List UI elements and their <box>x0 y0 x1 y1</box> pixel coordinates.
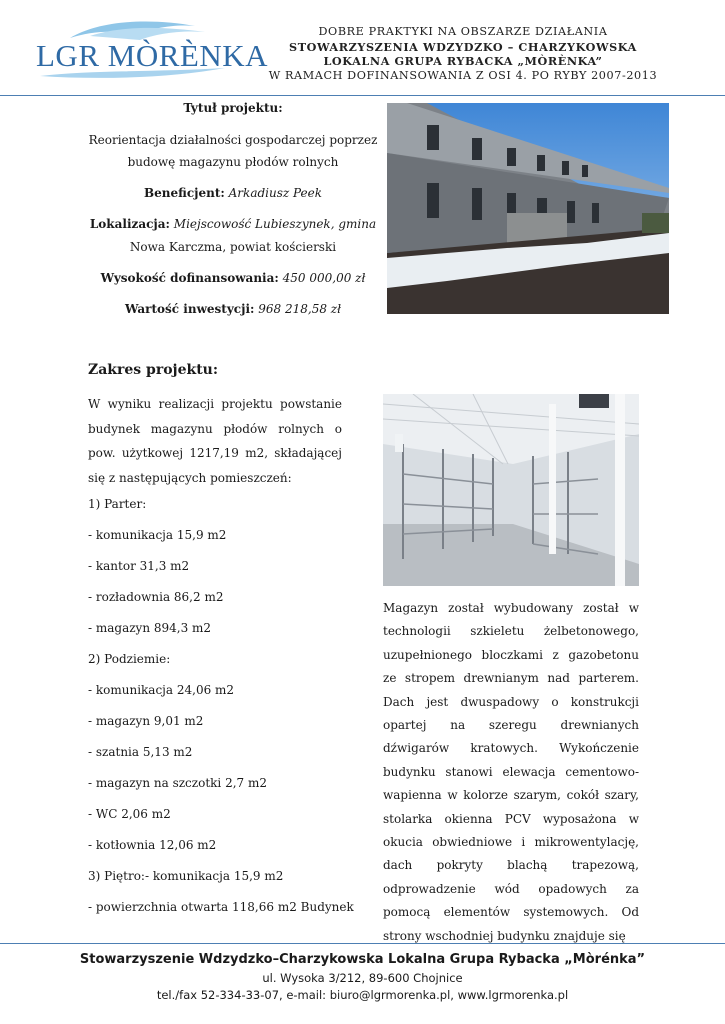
footer-contact[interactable]: tel./fax 52-334-33-07, e-mail: biuro@lgrmorenka.pl, www.lgrmorenka.pl <box>156 988 569 1002</box>
scope-heading: Zakres projektu: <box>88 362 219 378</box>
header-divider <box>0 95 725 96</box>
footer-address: ul. Wysoka 3/212, 89-600 Chojnice <box>262 971 463 985</box>
list-item: - rozładownia 86,2 m2 <box>88 590 224 604</box>
logo-text: LGR MÒRÈNKA <box>36 38 268 73</box>
beneficiary-value: Arkadiusz Peek <box>228 186 323 200</box>
list-item: - magazyn 9,01 m2 <box>88 714 204 728</box>
funding <box>88 268 378 288</box>
location-label: Lokalizacja: <box>89 217 170 231</box>
footer <box>0 950 725 1004</box>
list-item: - magazyn na szczotki 2,7 m2 <box>88 776 267 790</box>
project-title-label: Tytuł projektu: <box>183 101 283 115</box>
location-value-2: Nowa Karczma, powiat kościerski <box>129 240 337 254</box>
header-line-1: DOBRE PRAKTYKI NA OBSZARZE DZIAŁANIA <box>318 25 608 38</box>
footer-org: Stowarzyszenie Wdzydzko–Charzykowska Lokalna Grupa Rybacka „Mòrénka” <box>79 952 646 967</box>
header-line-3: LOKALNA GRUPA RYBACKA „MÒRÈNKA” <box>323 54 603 68</box>
header-text <box>232 25 694 83</box>
list-item: - WC 2,06 m2 <box>88 807 171 821</box>
header-line-4: W RAMACH DOFINANSOWANIA Z OSI 4. PO RYBY 2007-2013 <box>268 68 658 82</box>
beneficiary <box>88 183 378 203</box>
project-title-line1: Reorientacja działalności gospodarczej poprzez <box>88 133 378 147</box>
investment-label: Wartość inwestycji: <box>124 302 255 316</box>
funding-label: Wysokość dofinansowania: <box>100 271 279 285</box>
list-item: 2) Podziemie: <box>88 652 171 666</box>
list-item: - magazyn 894,3 m2 <box>88 621 212 635</box>
building-description: Magazyn został wybudowany został w technologii szkieletu żelbetonowego, uzupełnionego bloczkami z gazobetonu ze stropem drewnianym nad parterem. Dach jest dwuspadowy o konstrukcji opartej na szeregu drewnianych dźwigarów kratowych. Wykończenie budynku stanowi elewacja cementowo-wapienna w kolorze szarym, cokół szary, stolarka okienna PCV wyposażona w okucia obwiedniowe i mikrowentylację, dach pokryty blachą trapezową, odprowadzenie wód opadowych za pomocą elementów systemowych. Od strony wschodniej budynku znajduje się <box>383 601 639 943</box>
investment <box>88 299 378 319</box>
list-item: 3) Piętro:- komunikacja 15,9 m2 <box>88 869 284 883</box>
list-item: 1) Parter: <box>88 497 147 511</box>
list-item: - komunikacja 24,06 m2 <box>88 683 235 697</box>
list-item: - kotłownia 12,06 m2 <box>88 838 217 852</box>
footer-divider <box>0 943 725 944</box>
building-exterior-photo <box>387 103 669 314</box>
list-item: - szatnia 5,13 m2 <box>88 745 193 759</box>
scope-intro-text: W wyniku realizacji projektu powstanie budynek magazynu płodów rolnych o pow. użytkowej 1217,19 m2, składającej się z następujących pomieszczeń: <box>88 397 342 485</box>
location-value-1: Miejscowość Lubieszynek, gmina <box>173 217 377 231</box>
location-line1 <box>88 214 378 234</box>
list-item: - komunikacja 15,9 m2 <box>88 528 227 542</box>
scope-intro <box>88 392 342 490</box>
warehouse-interior-photo <box>383 394 639 586</box>
project-title-line2: budowę magazynu płodów rolnych <box>127 155 339 169</box>
funding-value: 450 000,00 zł <box>282 271 366 285</box>
investment-value: 968 218,58 zł <box>258 302 342 316</box>
header-line-2: STOWARZYSZENIA WDZYDZKO – CHARZYKOWSKA <box>289 39 637 54</box>
beneficiary-label: Beneficjent: <box>143 186 225 200</box>
list-item: - kantor 31,3 m2 <box>88 559 190 573</box>
list-item: - powierzchnia otwarta 118,66 m2 Budynek <box>88 900 354 914</box>
